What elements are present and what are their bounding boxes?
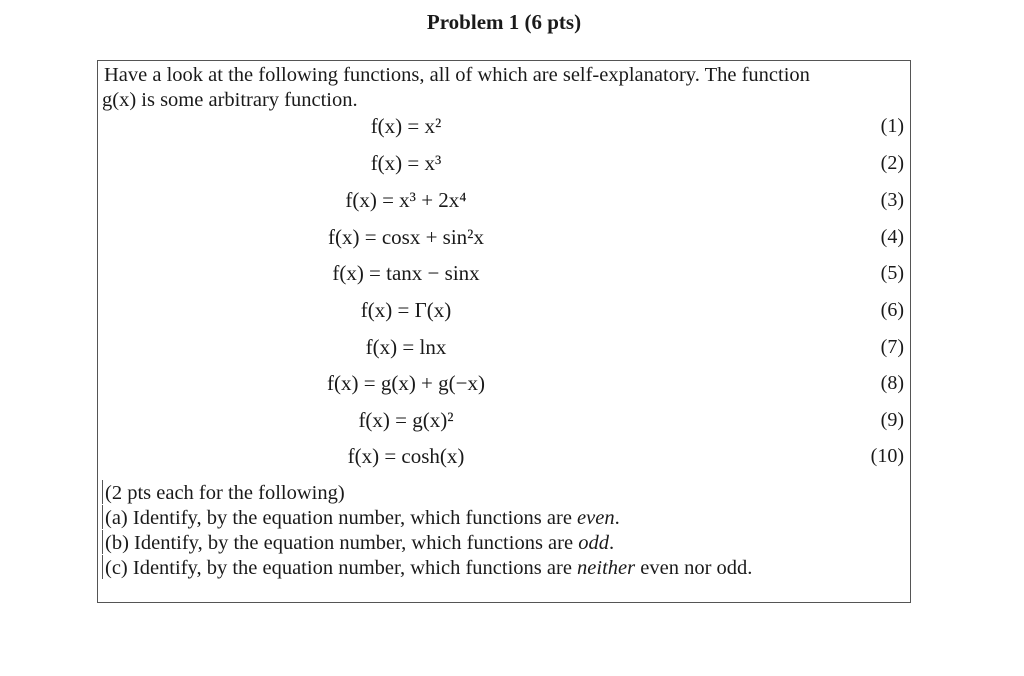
equation-number: (1)	[880, 115, 904, 137]
question-b-emph: odd	[578, 532, 609, 554]
equation: f(x) = g(x) + g(−x)	[327, 371, 485, 395]
question-b	[102, 530, 614, 555]
equation-row	[98, 185, 910, 215]
equation-number: (3)	[880, 189, 904, 211]
equation: f(x) = cosh(x)	[347, 444, 465, 468]
equation-number: (4)	[880, 226, 904, 248]
equation-row	[98, 405, 910, 435]
question-b-suffix: .	[608, 532, 615, 554]
equation-row	[98, 222, 910, 252]
equation-number: (5)	[880, 262, 904, 284]
question-c-emph: neither	[577, 557, 636, 579]
equation: f(x) = tanx − sinx	[332, 261, 480, 285]
question-c	[102, 555, 752, 580]
equation-row	[98, 295, 910, 325]
question-c-text: (c) Identify, by the equation number, which functions are	[105, 557, 578, 579]
equation-number: (9)	[880, 409, 904, 431]
equation-row	[98, 332, 910, 362]
equation: f(x) = cosx + sin²x	[328, 225, 484, 249]
intro-line-2: g(x) is some arbitrary function.	[102, 89, 358, 111]
equation: f(x) = Γ(x)	[360, 298, 452, 322]
equation: f(x) = x³	[370, 151, 442, 175]
equation-row	[98, 148, 910, 178]
equation: f(x) = lnx	[365, 335, 447, 359]
equation-row	[98, 368, 910, 398]
question-a-suffix: .	[614, 507, 620, 529]
equation-number: (10)	[870, 445, 904, 467]
equation-number: (6)	[880, 299, 904, 321]
equation-row	[98, 111, 910, 141]
question-b-text: (b) Identify, by the equation number, which functions are	[105, 532, 579, 554]
question-a-text: (a) Identify, by the equation number, which functions are	[105, 507, 578, 529]
intro-line-1: Have a look at the following functions, all of which are self-explanatory. The function	[104, 64, 810, 86]
question-a	[102, 505, 620, 530]
points-note-text: (2 pts each for the following)	[105, 482, 345, 504]
problem-box	[97, 60, 911, 603]
points-note	[102, 480, 345, 505]
equation-row	[98, 258, 910, 288]
equation-number: (8)	[880, 372, 904, 394]
equation-row	[98, 441, 910, 471]
question-a-emph: even	[577, 507, 615, 529]
equation-number: (2)	[880, 152, 904, 174]
question-c-suffix: even nor odd.	[635, 557, 753, 579]
equation: f(x) = g(x)²	[358, 408, 454, 432]
equation: f(x) = x²	[370, 114, 442, 138]
problem-title: Problem 1 (6 pts)	[426, 10, 582, 34]
equation-number: (7)	[880, 336, 904, 358]
equation: f(x) = x³ + 2x⁴	[345, 188, 467, 212]
